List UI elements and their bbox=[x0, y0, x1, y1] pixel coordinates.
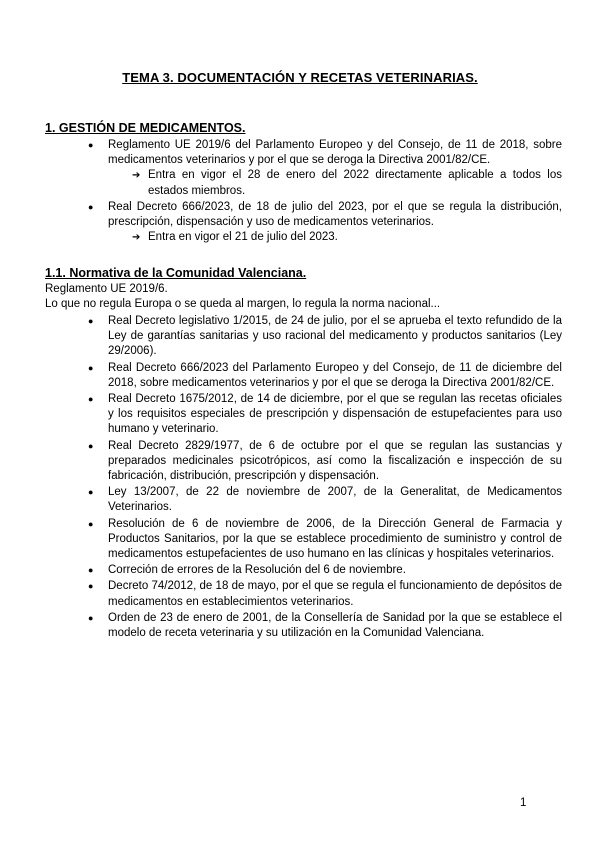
list-item: ● Resolución de 6 de noviembre de 2006, de la Dirección General de Farmacia y Productos Sanitarios, por la que se establece procedimiento de suministro y control de medicamentos estupefacientes de uso humano en las clínicas y hospitales veterinarios. bbox=[88, 517, 562, 563]
list-item bbox=[88, 138, 562, 199]
section-heading-gestion: 1. GESTIÓN DE MEDICAMENTOS. bbox=[45, 121, 246, 135]
sub-list-item: ➔ Entra en vigor el 21 de julio del 2023. bbox=[132, 230, 562, 245]
list-item: ● Real Decreto 666/2023 del Parlamento Europeo y del Consejo, de 11 de diciembre del 2018, sobre medicamentos veterinarios y por el que se deroga la Directiva 2001/82/CE. bbox=[88, 361, 562, 391]
section1-list bbox=[88, 138, 562, 246]
list-item: ● Real Decreto legislativo 1/2015, de 24 de julio, por el se aprueba el texto refundido de la Ley de garantías sanitarias y uso racional del medicamento y productos sanitarios (Ley 29/2006). bbox=[88, 314, 562, 360]
sub-list bbox=[108, 230, 562, 245]
document-title: TEMA 3. DOCUMENTACIÓN Y RECETAS VETERINARIAS. bbox=[122, 70, 478, 85]
sub-list bbox=[108, 168, 562, 198]
list-item: ● Real Decreto 2829/1977, de 6 de octubre por el que se regulan las sustancias y preparados medicinales psicotrópicos, así como la fiscalización e inspección de su fabricación, distribución, prescripción y dispensación. bbox=[88, 439, 562, 485]
list-item-text: Reglamento UE 2019/6 del Parlamento Europeo y del Consejo, de 11 de 2018, sobre medicamentos veterinarios y por el que se deroga la Directiva 2001/82/CE. bbox=[108, 139, 562, 167]
section2-list bbox=[88, 314, 562, 642]
paragraph-line: Lo que no regula Europa o se queda al margen, lo regula la norma nacional... bbox=[45, 298, 441, 310]
sub-list-item: ➔ Entra en vigor el 28 de enero del 2022 directamente aplicable a todos los estados miembros. bbox=[132, 168, 562, 198]
list-item bbox=[88, 200, 562, 246]
list-item: ● Orden de 23 de enero de 2001, de la Consellería de Sanidad por la que se establece el modelo de receta veterinaria y su utilización en la Comunidad Valenciana. bbox=[88, 611, 562, 641]
list-item: ● Real Decreto 1675/2012, de 14 de diciembre, por el que se regulan las recetas oficiales y los requisitos especiales de prescripción y dispensación de estupefacientes para uso humano y veterinario. bbox=[88, 392, 562, 438]
list-item: ● Correción de errores de la Resolución del 6 de noviembre. bbox=[88, 563, 562, 578]
section-heading-normativa: 1.1. Normativa de la Comunidad Valenciana. bbox=[45, 266, 307, 280]
list-item-text: Real Decreto 666/2023, de 18 de julio del 2023, por el que se regula la distribución, prescripción, dispensación y uso de medicamentos veterinarios. bbox=[108, 200, 562, 229]
list-item: ● Decreto 74/2012, de 18 de mayo, por el que se regula el funcionamiento de depósitos de medicamentos en establecimientos veterinarios. bbox=[88, 579, 562, 609]
paragraph-line: Reglamento UE 2019/6. bbox=[45, 283, 168, 295]
list-item: ● Ley 13/2007, de 22 de noviembre de 2007, de la Generalitat, de Medicamentos Veterinarios. bbox=[88, 485, 562, 515]
page-number: 1 bbox=[520, 797, 527, 809]
